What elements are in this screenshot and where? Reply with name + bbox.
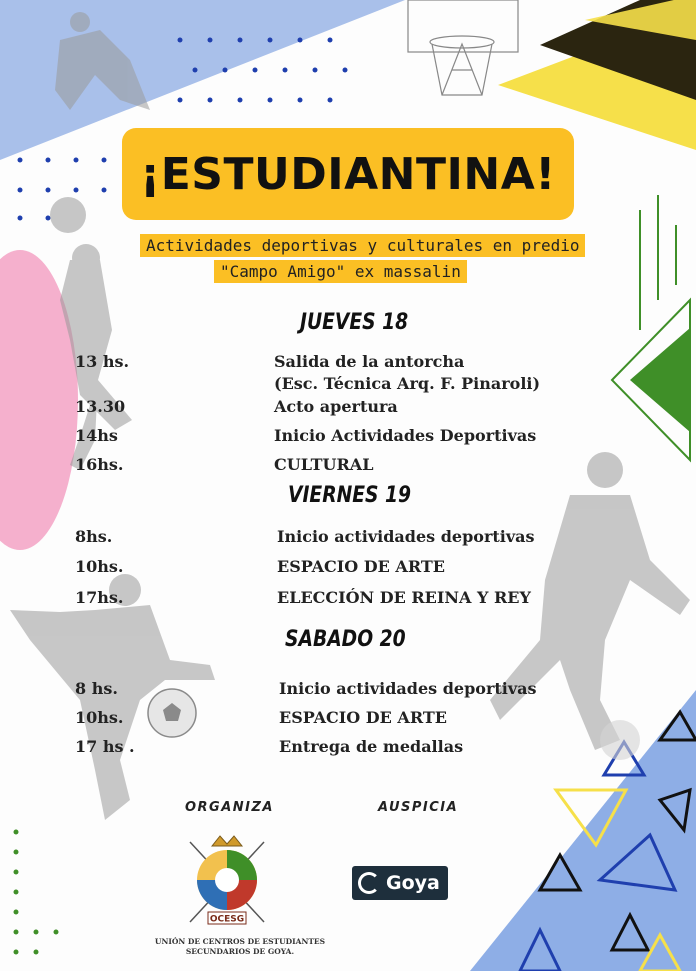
- schedule-time: 10hs.: [75, 557, 124, 576]
- schedule-activity: Inicio actividades deportivas: [277, 527, 535, 546]
- schedule-activity: CULTURAL: [274, 455, 374, 474]
- schedule-activity: ESPACIO DE ARTE: [279, 708, 447, 727]
- schedule-time: 14hs: [75, 426, 118, 445]
- schedule-time: 17hs.: [75, 588, 124, 607]
- schedule-activity: Acto apertura: [274, 397, 398, 416]
- schedule-activity: Entrega de medallas: [279, 737, 464, 756]
- schedule-activity: ESPACIO DE ARTE: [277, 557, 445, 576]
- schedule-time: 13 hs.: [75, 352, 130, 371]
- schedule-activity-detail: (Esc. Técnica Arq. F. Pinaroli): [274, 374, 541, 393]
- day-heading-thursday: JUEVES 18: [300, 310, 409, 335]
- subtitle-line-2: "Campo Amigo" ex massalin: [214, 260, 467, 283]
- schedule-activity: Inicio Actividades Deportivas: [274, 426, 537, 445]
- organizer-logo: [182, 832, 272, 932]
- organizer-name-line-1: UNIÓN DE CENTROS DE ESTUDIANTES: [154, 937, 326, 946]
- auspicia-label: AUSPICIA: [378, 800, 459, 815]
- organizer-name: [140, 937, 340, 957]
- title-banner: [122, 128, 574, 220]
- organizer-name-line-2: SECUNDARIOS DE GOYA.: [185, 947, 295, 956]
- schedule-time: 17 hs .: [75, 737, 135, 756]
- schedule-activity: Inicio actividades deportivas: [279, 679, 537, 698]
- day-heading-saturday: SABADO 20: [285, 627, 406, 652]
- schedule-time: 13.30: [75, 397, 126, 416]
- schedule-time: 8hs.: [75, 527, 113, 546]
- organiza-label: ORGANIZA: [185, 800, 274, 815]
- subtitle-line-1: Actividades deportivas y culturales en predio: [140, 234, 585, 257]
- poster-title: ¡ESTUDIANTINA!: [140, 148, 556, 200]
- schedule-time: 16hs.: [75, 455, 124, 474]
- sponsor-mark-icon: [358, 872, 380, 894]
- sponsor-logo: [352, 866, 448, 900]
- organizer-logo-text: OCESG: [209, 914, 245, 925]
- sponsor-name: Goya: [386, 872, 440, 894]
- schedule-activity: Salida de la antorcha: [274, 352, 465, 371]
- schedule-activity: ELECCIÓN DE REINA Y REY: [277, 588, 531, 607]
- schedule-time: 10hs.: [75, 708, 124, 727]
- day-heading-friday: VIERNES 19: [288, 483, 412, 508]
- schedule-time: 8 hs.: [75, 679, 118, 698]
